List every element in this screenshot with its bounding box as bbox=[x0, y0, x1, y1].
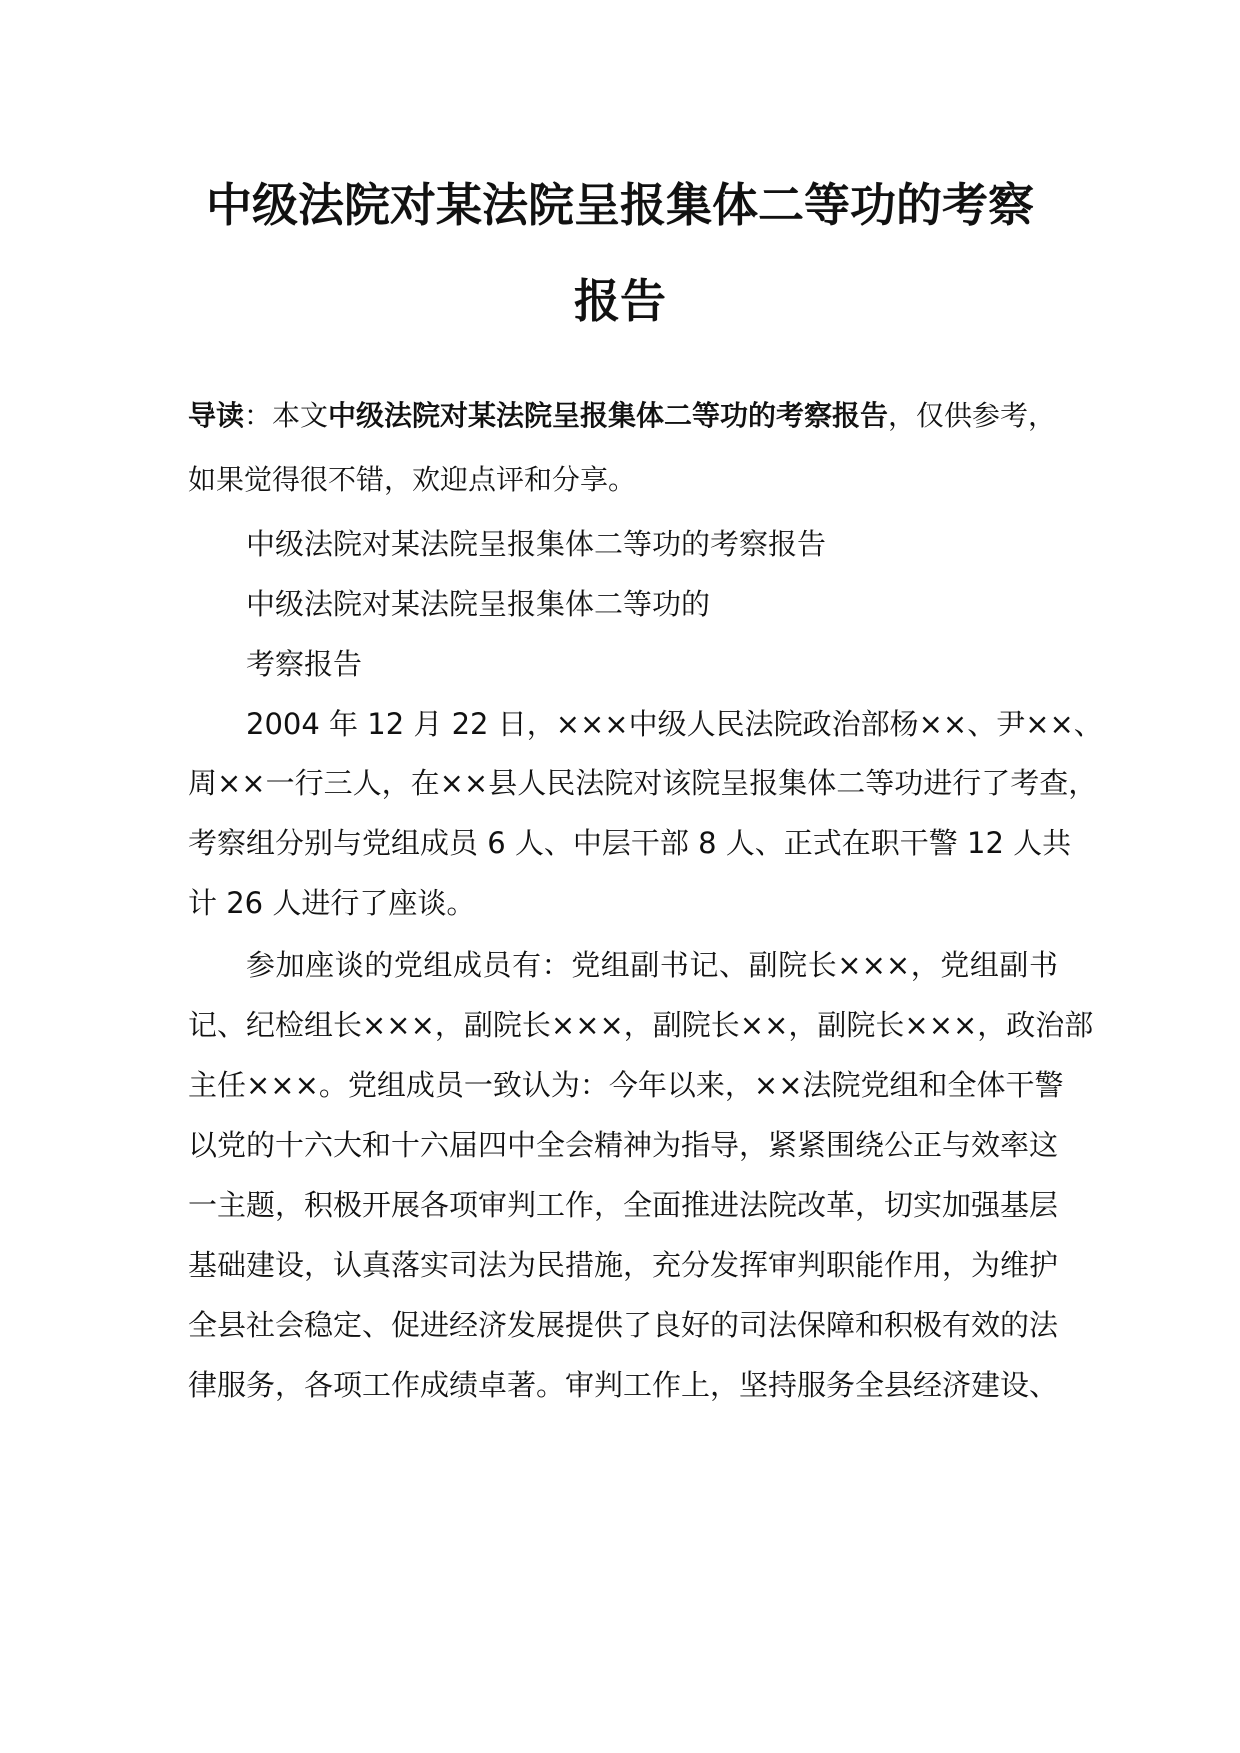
intro-line-2: 如果觉得很不错，欢迎点评和分享。 bbox=[188, 463, 637, 496]
body-line-6: 考察组分别与党组成员 6 人、中层干部 8 人、正式在职干警 12 人共 bbox=[188, 826, 1072, 860]
intro-line-1 bbox=[188, 396, 1058, 436]
intro-label: 导读 bbox=[188, 399, 245, 432]
body-line-12: 一主题，积极开展各项审判工作，全面推进法院改革，切实加强基层 bbox=[188, 1188, 1059, 1222]
document-title-line-1: 中级法院对某法院呈报集体二等功的考察 bbox=[206, 178, 1034, 232]
body-line-13: 基础建设，认真落实司法为民措施，充分发挥审判职能作用，为维护 bbox=[188, 1248, 1059, 1282]
intro-sep: ：本文 bbox=[244, 399, 329, 432]
intro-tail: ，仅供参考， bbox=[888, 399, 1057, 432]
body-line-14: 全县社会稳定、促进经济发展提供了良好的司法保障和积极有效的法 bbox=[188, 1308, 1059, 1342]
body-line-8: 参加座谈的党组成员有：党组副书记、副院长×××，党组副书 bbox=[246, 948, 1058, 982]
body-line-11: 以党的十六大和十六届四中全会精神为指导，紧紧围绕公正与效率这 bbox=[188, 1128, 1059, 1162]
body-line-3: 考察报告 bbox=[246, 647, 363, 681]
body-line-9: 记、纪检组长×××，副院长×××，副院长××，副院长×××，政治部 bbox=[188, 1008, 1094, 1042]
body-line-15: 律服务，各项工作成绩卓著。审判工作上，坚持服务全县经济建设、 bbox=[188, 1368, 1059, 1402]
body-line-5: 周××一行三人，在××县人民法院对该院呈报集体二等功进行了考查， bbox=[188, 766, 1098, 800]
body-line-10: 主任×××。党组成员一致认为：今年以来，××法院党组和全体干警 bbox=[188, 1068, 1064, 1102]
body-line-4: 2004 年 12 月 22 日，×××中级人民法院政治部杨××、尹××、 bbox=[246, 707, 1103, 741]
intro-bold-title: 中级法院对某法院呈报集体二等功的考察报告 bbox=[328, 399, 889, 432]
body-line-1: 中级法院对某法院呈报集体二等功的考察报告 bbox=[246, 527, 827, 561]
document-title-line-2: 报告 bbox=[574, 274, 666, 328]
body-line-7: 计 26 人进行了座谈。 bbox=[188, 886, 476, 920]
body-line-2: 中级法院对某法院呈报集体二等功的 bbox=[246, 587, 711, 621]
